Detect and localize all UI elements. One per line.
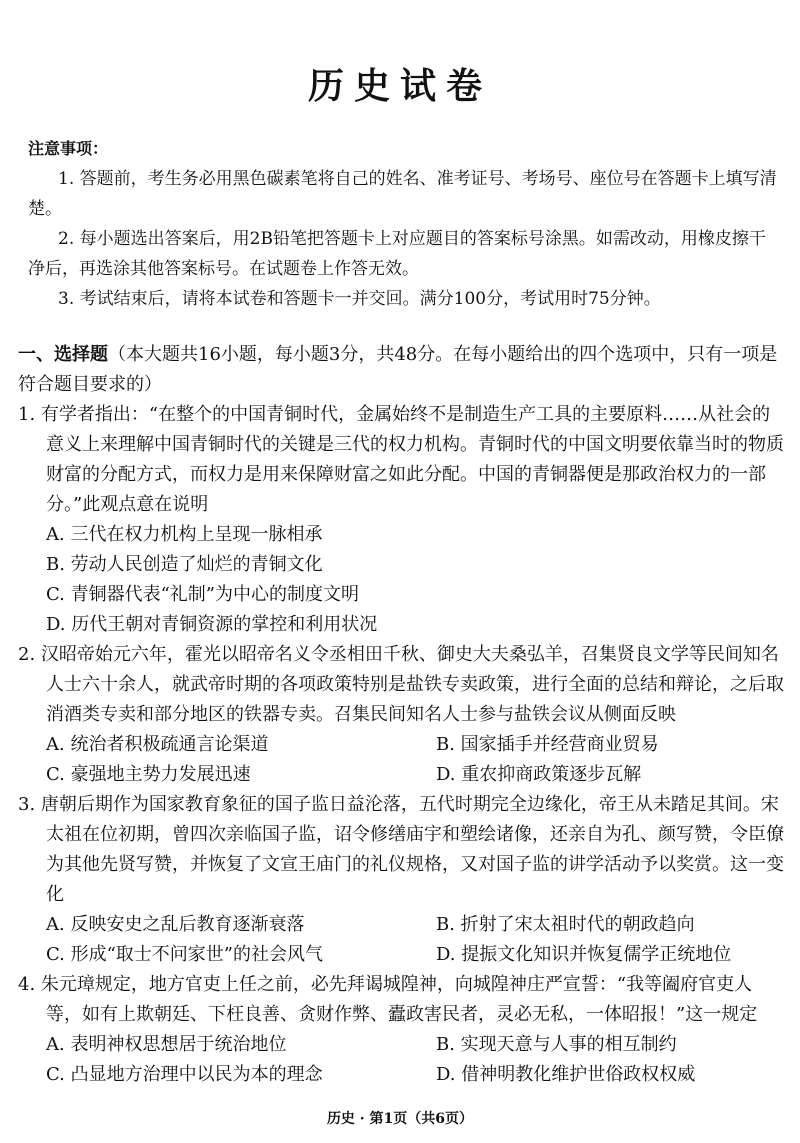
notes-heading: 注意事项：	[28, 139, 109, 158]
option-d: D. 借神明教化维护世俗政权权威	[436, 1064, 696, 1085]
option-b: B. 国家插手并经营商业贸易	[436, 734, 659, 755]
page-title: 历史试卷	[307, 65, 492, 107]
option-a: A. 三代在权力机构上呈现一脉相承	[46, 524, 323, 545]
option-d: D. 提振文化知识并恢复儒学正统地位	[436, 944, 732, 965]
options-list	[18, 520, 786, 640]
question-1	[18, 400, 786, 640]
question-stem: 2. 汉昭帝始元六年，霍光以昭帝名义令丞相田千秋、御史大夫桑弘羊，召集贤良文学等民间知名人士六十余人，就武帝时期的各项政策特别是盐铁专卖政策，进行全面的总结和辩论，之后取消酒类专卖和部分地区的铁器专卖。召集民间知名人士参与盐铁会议从侧面反映	[18, 644, 784, 725]
option-d: D. 重农抑商政策逐步瓦解	[436, 764, 642, 785]
option-c: C. 豪强地主势力发展迅速	[46, 764, 251, 785]
option-c: C. 形成“取士不问家世”的社会风气	[46, 944, 323, 965]
question-4	[18, 970, 786, 1090]
question-2	[18, 640, 786, 790]
question-3	[18, 790, 786, 970]
options-list	[18, 910, 786, 970]
notes-item: 1. 答题前，考生务必用黑色碳素笔将自己的姓名、准考证号、考场号、座位号在答题卡上填写清楚。	[28, 169, 777, 219]
options-list	[18, 1030, 786, 1090]
section-choice	[18, 340, 786, 1090]
options-list	[18, 730, 786, 790]
question-stem: 3. 唐朝后期作为国家教育象征的国子监日益沦落，五代时期完全边缘化，帝王从未踏足其间。宋太祖在位初期，曾四次亲临国子监，诏令修缮庙宇和塑绘诸像，还亲自为孔、颜写赞，令臣僚为其他先贤写赞，并恢复了文宣王庙门的礼仪规格，又对国子监的讲学活动予以奖赏。这一变化	[18, 794, 784, 905]
page-footer: 历史 · 第1页（共6页）	[326, 1111, 474, 1127]
option-c: C. 凸显地方治理中以民为本的理念	[46, 1064, 323, 1085]
option-c: C. 青铜器代表“礼制”为中心的制度文明	[46, 584, 359, 605]
option-a: A. 统治者积极疏通言论渠道	[46, 734, 269, 755]
notes-item: 2. 每小题选出答案后，用2B铅笔把答题卡上对应题目的答案标号涂黑。如需改动，用橡皮擦干净后，再选涂其他答案标号。在试题卷上作答无效。	[28, 229, 766, 279]
notes-block	[28, 134, 780, 314]
notes-item: 3. 考试结束后，请将本试卷和答题卡一并交回。满分100分，考试用时75分钟。	[58, 289, 661, 309]
option-a: A. 表明神权思想居于统治地位	[46, 1034, 287, 1055]
section-desc: （本大题共16小题，每小题3分，共48分。在每小题给出的四个选项中，只有一项是符合题目要求的）	[18, 344, 778, 395]
option-b: B. 实现天意与人事的相互制约	[436, 1034, 677, 1055]
option-b: B. 劳动人民创造了灿烂的青铜文化	[46, 554, 323, 575]
question-stem: 1. 有学者指出：“在整个的中国青铜时代，金属始终不是制造生产工具的主要原料……从社会的意义上来理解中国青铜时代的关键是三代的权力机构。青铜时代的中国文明要依靠当时的物质财富的分配方式，而权力是用来保障财富之如此分配。中国的青铜器便是那政治权力的一部分。”此观点意在说明	[18, 404, 784, 515]
section-name: 一、选择题	[18, 344, 108, 365]
section-title	[18, 340, 786, 400]
option-a: A. 反映安史之乱后教育逐渐衰落	[46, 914, 305, 935]
option-d: D. 历代王朝对青铜资源的掌控和利用状况	[46, 614, 378, 635]
question-stem: 4. 朱元璋规定，地方官吏上任之前，必先拜谒城隍神，向城隍神庄严宣誓：“我等阖府官吏人等，如有上欺朝廷、下枉良善、贪财作弊、蠹政害民者，灵必无私，一体昭报！”这一规定	[18, 974, 758, 1025]
option-b: B. 折射了宋太祖时代的朝政趋向	[436, 914, 695, 935]
